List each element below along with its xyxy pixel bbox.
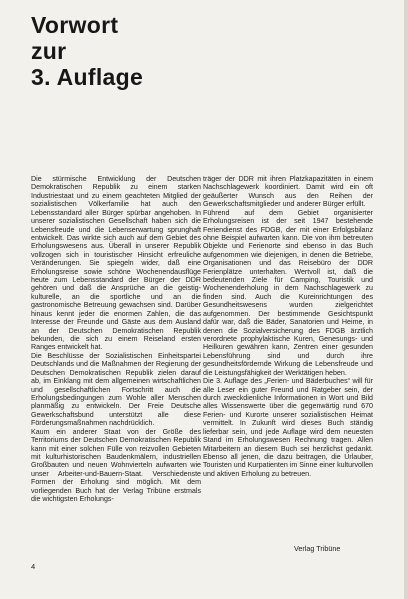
paragraph: träger der DDR mit ihren Platzkapazitäten in einem Nachschlagewerk koordiniert. Damit wird ein oft geäußerter Wunsch aus den Reihen der Gewerkschaftsmitglieder und anderer Bürger erfüllt. (203, 175, 373, 209)
title-line-3: 3. Auflage (31, 64, 144, 90)
paragraph: Die stürmische Entwicklung der Deutschen Demokratischen Republik zu einem starken Industriestaat und zu einem geachteten Mitglied der sozialistischen Völkerfamilie hat auch den Lebensstandard aller Bürger spürbar angehoben. In unserer sozialistischen Gesellschaft haben sich die Lebensfreude und die Lebenserwartung sprunghaft entwickelt. Das wirkte sich auch auf dem Gebiet des Erholungswesens aus. Überall in unserer Republik vollzogen sich in touristischer Hinsicht erfreuliche Veränderungen. Sie spiegeln wider, daß eine Erholungsreise sowie schöne Wochenendausflüge heute zum Lebensstandard der Bürger der DDR gehören und daß die Ansprüche an die geistig-kulturelle, an die sportliche und an die gastronomische Betreuung gewachsen sind. Darüber hinaus kennt jeder die enormen Zahlen, die das Interesse der Freunde und Gäste aus dem Ausland an der Deutschen Demokratischen Republik bekunden, die sich zu einem Reiseland ersten Ranges entwickelt hat. (31, 175, 201, 352)
page-title (31, 12, 143, 90)
text-column-left (31, 175, 201, 503)
title-line-1: Vorwort (31, 12, 119, 38)
text-column-right (203, 175, 373, 478)
publisher-signature: Verlag Tribüne (294, 544, 341, 553)
paragraph: Die 3. Auflage des „Ferien- und Bäderbuches“ will für alle Leser ein guter Freund und Ratgeber sein, der durch zweckdienliche Informationen in Wort und Bild alles Wissenswerte über die gegenwärtig rund 670 Ferien- und Kurorte unserer sozialistischen Heimat vermittelt. In Zukunft wird dieses Buch ständig lieferbar sein, und jede Auflage wird dem neuesten Stand im Erholungswesen Rechnung tragen. Allen Mitarbeitern an diesem Buch sei herzlichst gedankt. Ebenso all jenen, die dazu beitragen, die Urlauber, Touristen und Kurpatienten im Sinne einer kulturvollen und aktiven Erholung zu betreuen. (203, 377, 373, 478)
page-number: 4 (31, 562, 36, 571)
paragraph: Kaum ein anderer Staat von der Größe des Territoriums der Deutschen Demokratischen Republik kann mit einer solchen Fülle von reizvollen Gebieten mit kulturhistorischen Baudenkmälern, industriellen Großbauten und neuen Wohnvierteln aufwarten wie unser Arbeiter-und-Bauern-Staat. Verschiedenste Formen der Erholung sind möglich. Mit dem vorliegenden Buch hat der Verlag Tribüne erstmals die wichtigsten Erholungs- (31, 427, 201, 504)
title-line-2: zur (31, 38, 67, 64)
paragraph: Die Beschlüsse der Sozialistischen Einheitspartei Deutschlands und die Maßnahmen der Regierung der Deutschen Demokratischen Republik zielen darauf ab, im Einklang mit dem allgemeinen wirtschaftlichen und gesellschaftlichen Fortschritt auch die Erholungsbedingungen zum Wohle aller Menschen planmäßig zu entwickeln. Der Freie Deutsche Gewerkschaftsbund unterstützt alle diese Förderungsmaßnahmen nachdrücklich. (31, 351, 201, 428)
paragraph: Führend auf dem Gebiet organisierter Erholungsreisen ist der seit 1947 bestehende Feriendienst des FDGB, der mit einer Erfolgsbilanz ohne Beispiel aufwarten kann. Die von ihm betreuten Objekte und Ferienorte sind ebenso in das Buch aufgenommen wie diejenigen, in denen die Betriebe, Organisationen und das Reisebüro der DDR Ferienplätze unterhalten. Wertvoll ist, daß die bedeutenden Ziele für Camping, Touristik und Wochenenderholung in dem Nachschlagewerk zu finden sind. Auch die Kureinrichtungen des Gesundheitswesens wurden zielgerichtet aufgenommen. Der bestimmende Gesichtspunkt dafür war, daß die Bäder, Sanatorien und Heime, in denen die Sozialversicherung des FDGB ärztlich verordnete prophylaktische Kuren, Genesungs- und Heilkuren gewähren kann, Zentren einer gesunden Lebensführung sind und durch ihre gesundheitsfördernde Wirkung die Lebensfreude und die Leistungsfähigkeit der Werktätigen heben. (203, 208, 373, 377)
